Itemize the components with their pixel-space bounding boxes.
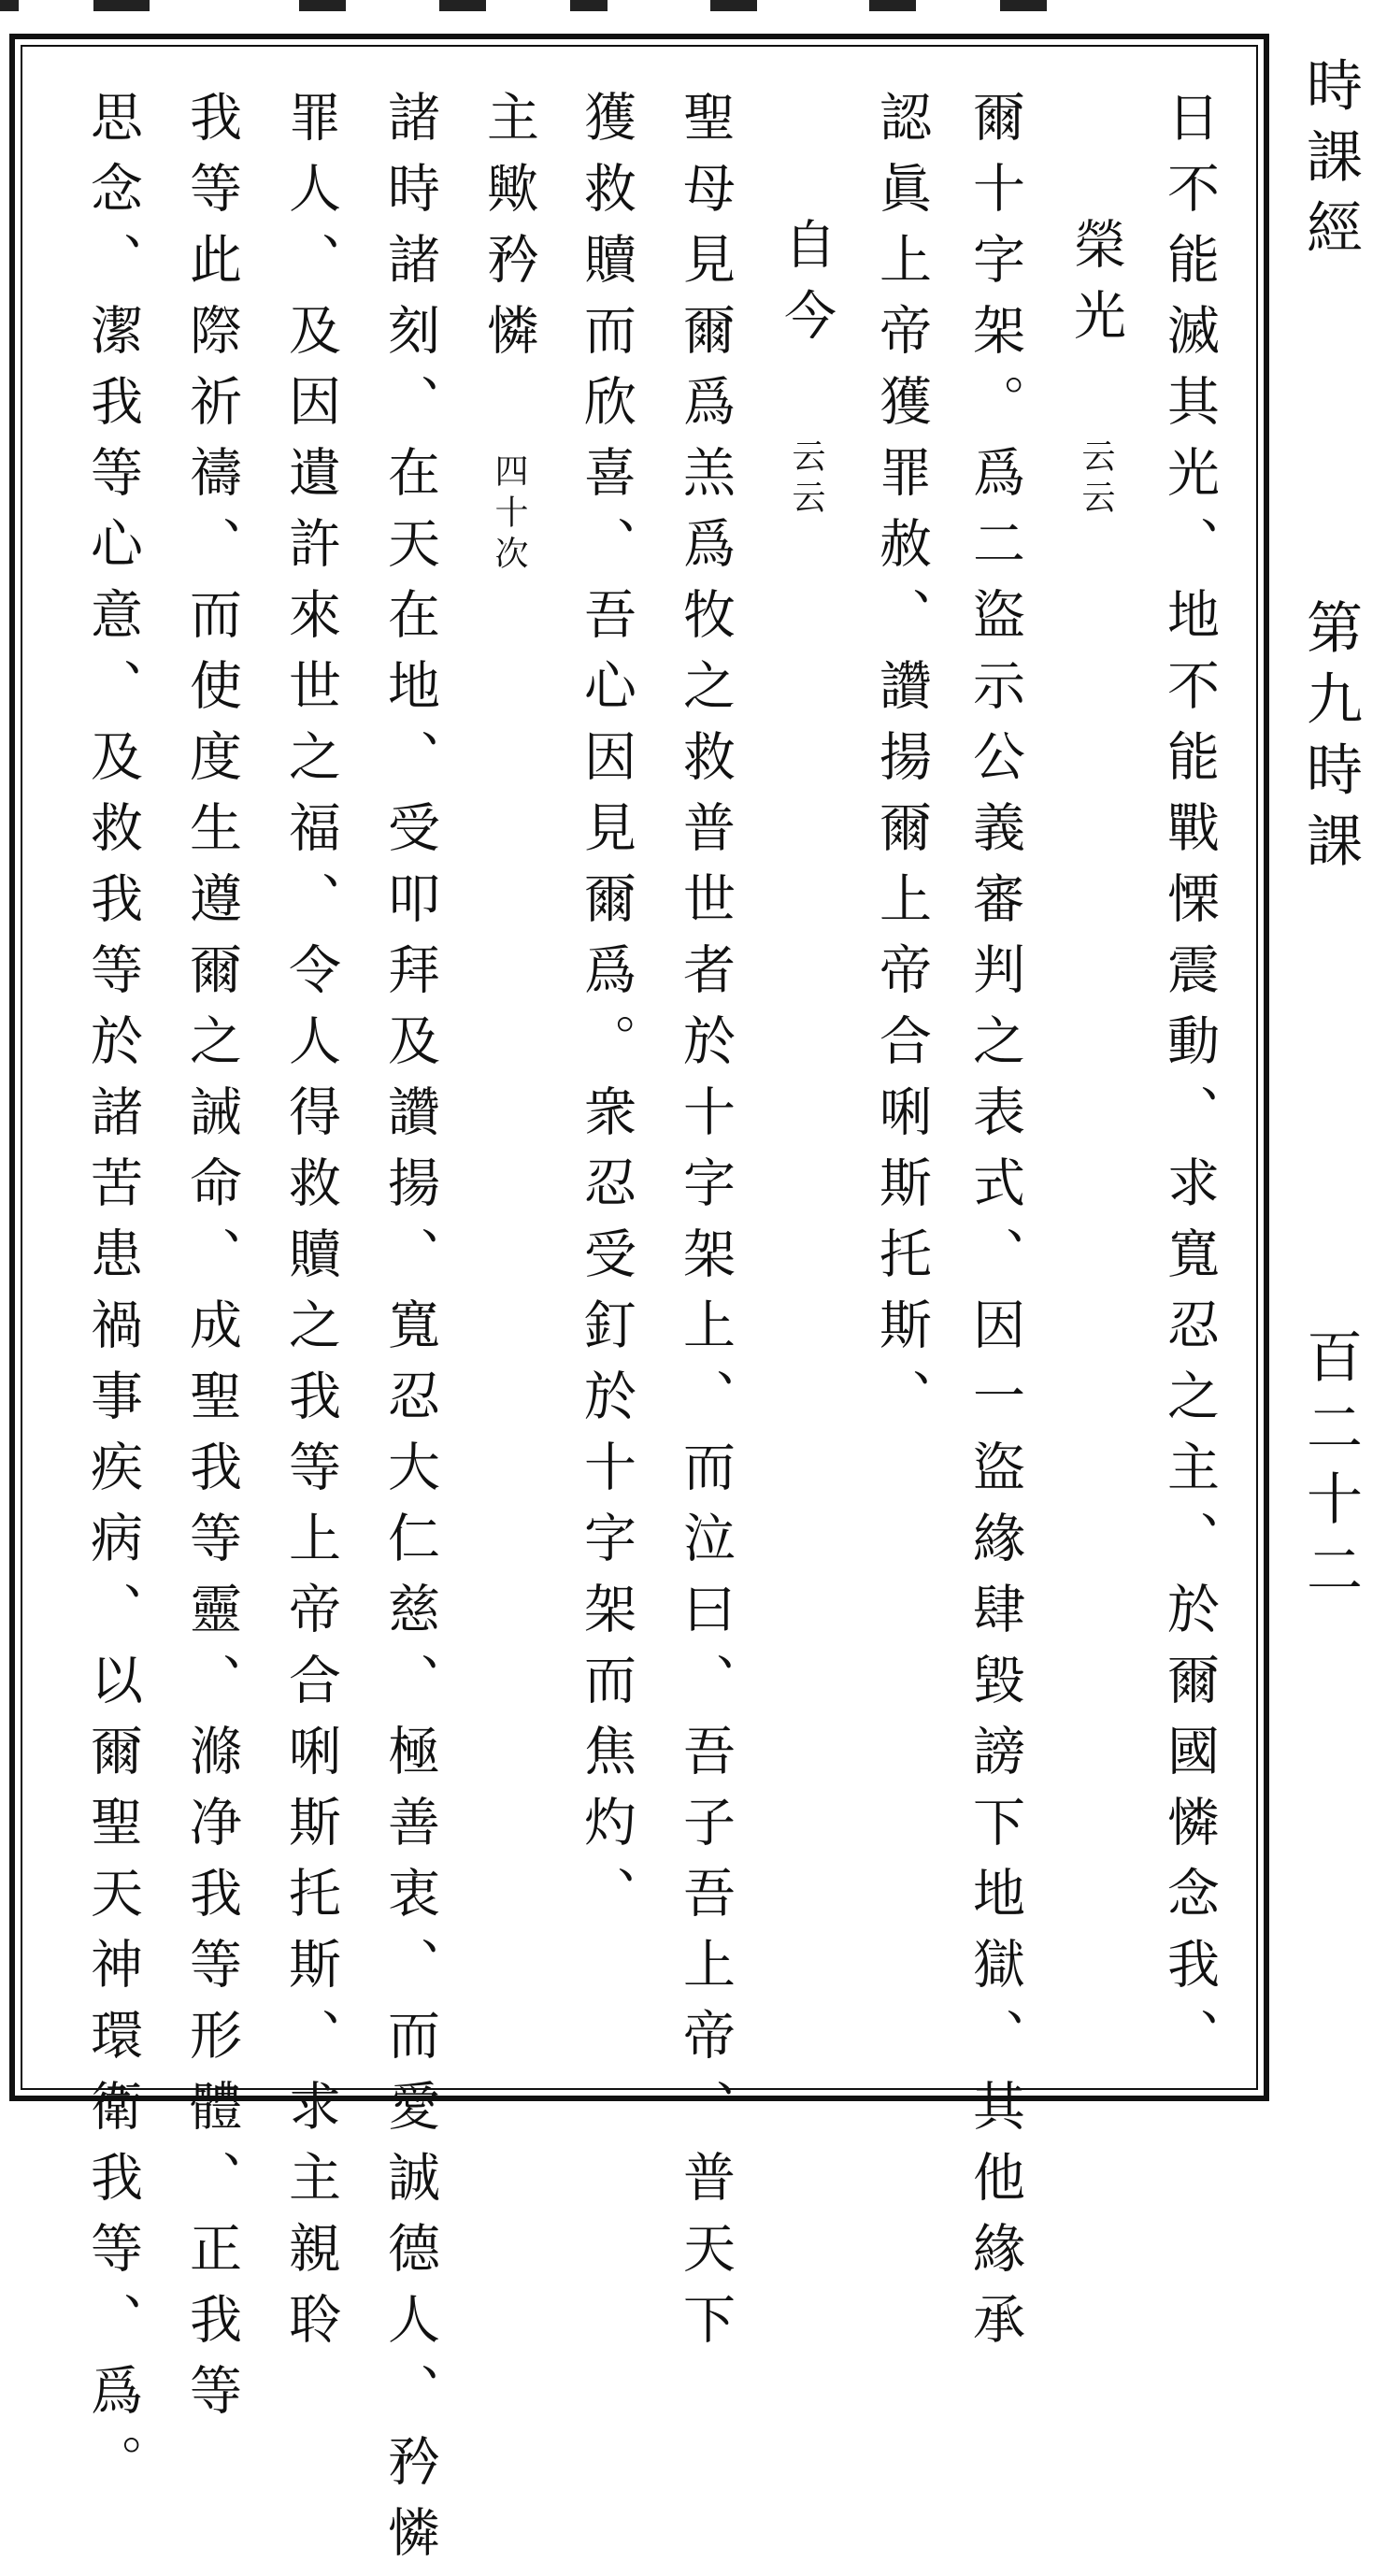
column-text: 聖母見爾爲羔爲牧之救普世者於十字架上、而泣曰、吾子吾上帝、普天下 — [675, 90, 736, 2363]
text-column-6 — [675, 90, 736, 2363]
text-column-9 — [379, 90, 440, 2576]
text-column-2 — [1065, 217, 1126, 521]
text-column-8 — [479, 90, 539, 577]
text-column-10 — [280, 90, 341, 2363]
text-column-11 — [181, 90, 242, 2434]
text-column-3 — [965, 90, 1025, 2363]
text-column-1 — [1159, 90, 1220, 2079]
column-text: 榮光 — [1065, 217, 1126, 359]
column-text: 日不能滅其光、地不能戰慄震動、求寬忍之主、於爾國憐念我、 — [1159, 90, 1220, 2079]
column-text: 爾十字架。爲二盜示公義審判之表式、因一盜緣肆毀謗下地獄、其他緣承 — [965, 90, 1025, 2363]
text-column-4 — [871, 90, 932, 1439]
column-note: 云云 — [1077, 438, 1115, 521]
text-column-5 — [776, 217, 836, 521]
column-text: 諸時諸刻、在天在地、受叩拜及讚揚、寬忍大仁慈、極善衷、而愛誠德人、矜憐 — [379, 90, 440, 2576]
column-text: 我等此際祈禱、而使度生遵爾之誡命、成聖我等靈、滌净我等形體、正我等 — [181, 90, 242, 2434]
column-text: 主歟矜憐 — [479, 90, 539, 374]
text-column-12 — [82, 90, 143, 2505]
column-text: 自今 — [776, 217, 836, 359]
page-number: 百二十二 — [1297, 1327, 1363, 1611]
column-note: 四十次 — [490, 453, 528, 577]
column-text: 認眞上帝獲罪赦、讚揚爾上帝合唎斯托斯、 — [871, 90, 932, 1439]
section-title: 第九時課 — [1297, 598, 1363, 882]
text-column-7 — [576, 90, 636, 1937]
column-note: 云云 — [787, 438, 825, 521]
top-edge-artifacts — [0, 0, 1387, 22]
column-text: 罪人、及因遺許來世之福、令人得救贖之我等上帝合唎斯托斯、求主親聆 — [280, 90, 341, 2363]
column-text: 獲救贖而欣喜、吾心因見爾爲。衆忍受釘於十字架而焦灼、 — [576, 90, 636, 1937]
column-text: 思念、潔我等心意、及救我等於諸苦患禍事疾病、以爾聖天神環衛我等、爲。 — [82, 90, 143, 2505]
book-title: 時課經 — [1297, 56, 1363, 269]
